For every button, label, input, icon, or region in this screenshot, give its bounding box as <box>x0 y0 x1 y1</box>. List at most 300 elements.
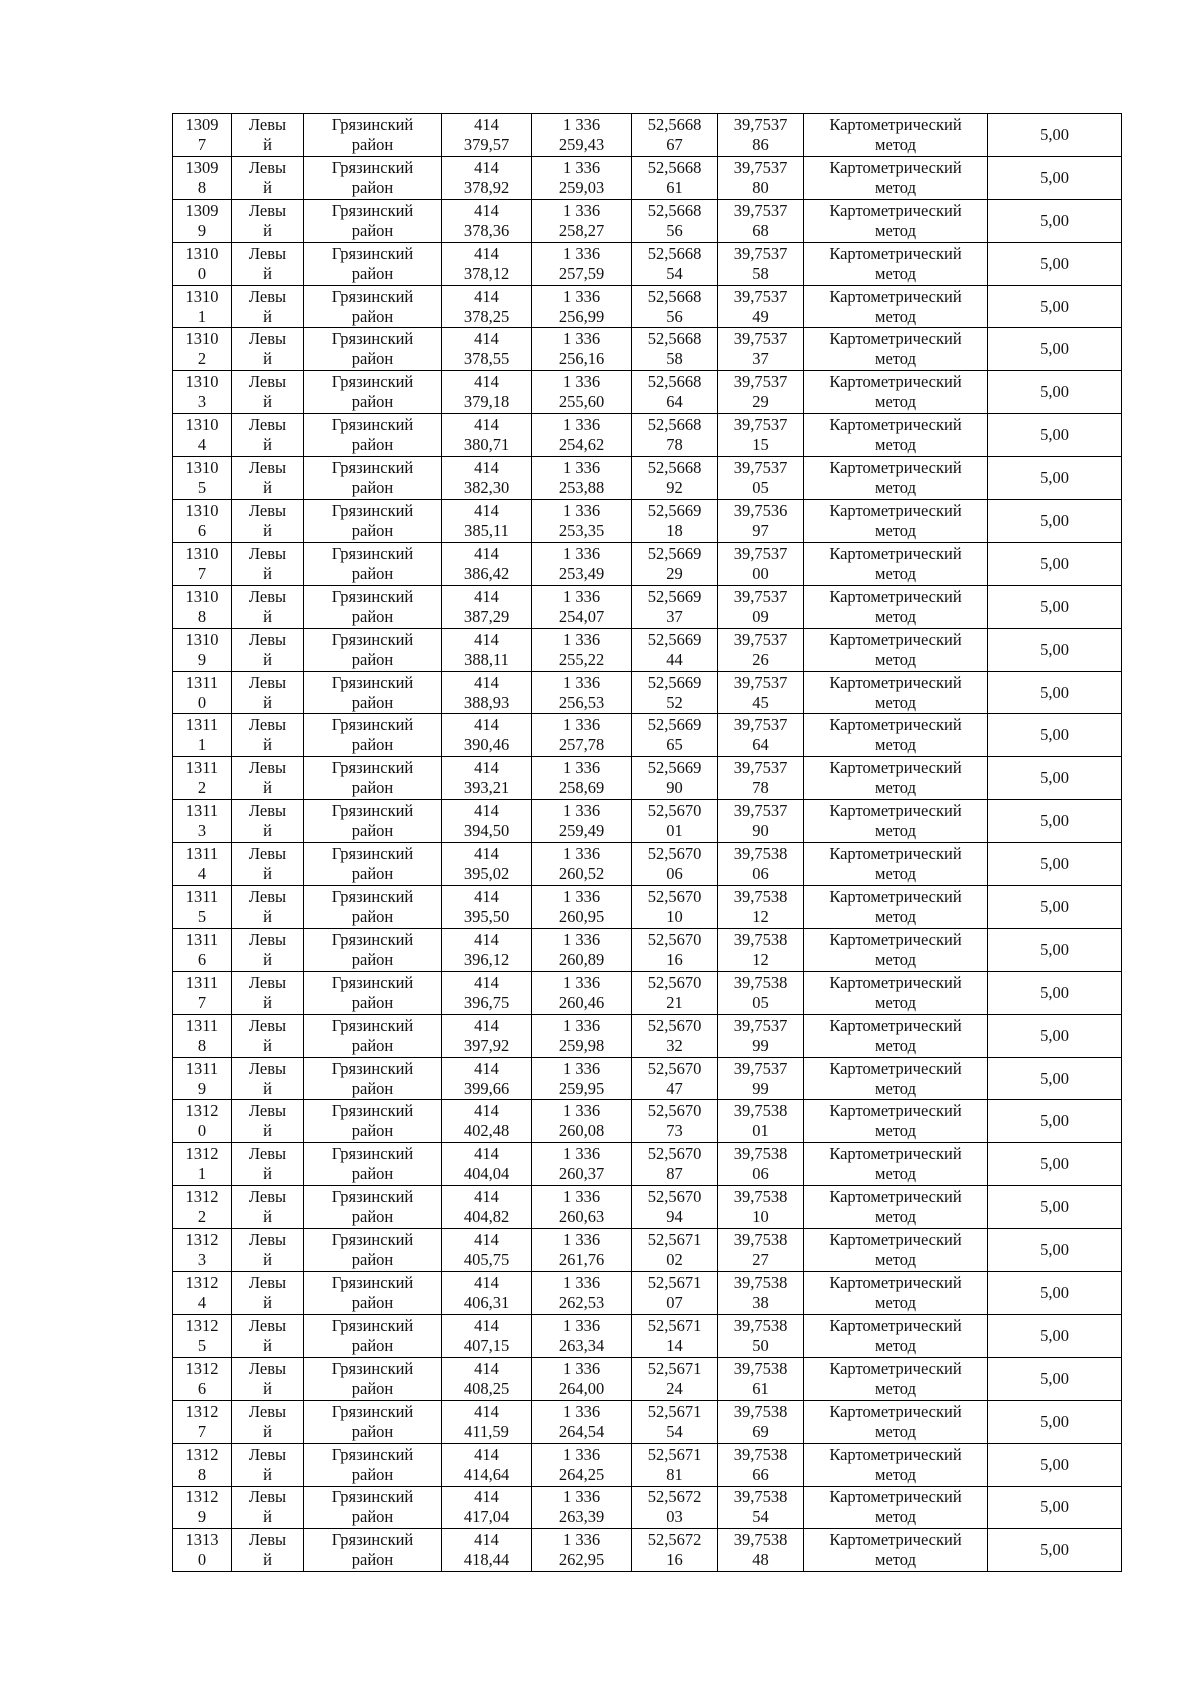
cell-point-number <box>173 156 232 199</box>
cell-coord-x-line: 395,50 <box>463 906 510 926</box>
cell-point-number-line: 0 <box>197 692 207 712</box>
cell-district-line: Грязинский <box>331 801 414 821</box>
cell-coord-y-line: 264,54 <box>558 1421 605 1441</box>
cell-method-line: метод <box>875 1078 916 1098</box>
cell-longitude-line: 39,7538 <box>733 1315 788 1335</box>
cell-point-number <box>173 971 232 1014</box>
table-row <box>173 1314 1122 1357</box>
cell-point-number-line: 1311 <box>185 1015 219 1035</box>
cell-latitude-line: 06 <box>666 864 683 884</box>
cell-method-line: Картометрический <box>829 801 962 821</box>
cell-coord-y-line: 259,03 <box>558 177 605 197</box>
cell-coord-y-line: 1 336 <box>562 929 601 949</box>
cell-side <box>232 628 304 671</box>
cell-method <box>804 800 988 843</box>
cell-latitude-line: 52,5670 <box>647 844 702 864</box>
cell-side-line: й <box>263 1121 272 1141</box>
cell-district-line: район <box>351 1507 394 1527</box>
cell-coord-x <box>442 757 532 800</box>
cell-longitude <box>718 500 804 543</box>
cell-longitude-line: 06 <box>752 1164 769 1184</box>
cell-coord-y <box>532 199 632 242</box>
cell-side-line: Левы <box>248 500 287 520</box>
cell-point-number <box>173 242 232 285</box>
cell-latitude-line: 52,5671 <box>647 1272 702 1292</box>
cell-accuracy: 5,00 <box>988 971 1122 1014</box>
cell-side <box>232 971 304 1014</box>
cell-latitude-line: 58 <box>666 349 683 369</box>
cell-latitude <box>632 671 718 714</box>
cell-latitude <box>632 199 718 242</box>
cell-side <box>232 714 304 757</box>
cell-point-number-line: 1309 <box>185 114 219 134</box>
cell-district-line: Грязинский <box>331 1272 414 1292</box>
cell-point-number-line: 1312 <box>185 1358 219 1378</box>
cell-side <box>232 928 304 971</box>
cell-side-line: й <box>263 821 272 841</box>
cell-latitude-line: 52,5670 <box>647 1101 702 1121</box>
cell-coord-x-line: 386,42 <box>463 563 510 583</box>
cell-method-line: Картометрический <box>829 929 962 949</box>
cell-side <box>232 1186 304 1229</box>
cell-point-number-line: 1311 <box>185 758 219 778</box>
cell-district-line: Грязинский <box>331 1144 414 1164</box>
cell-coord-x-line: 388,11 <box>464 649 509 669</box>
cell-latitude-line: 87 <box>666 1164 683 1184</box>
cell-method-line: Картометрический <box>829 1230 962 1250</box>
cell-side-line: Левы <box>248 1101 287 1121</box>
cell-coord-x-line: 414 <box>474 415 499 435</box>
cell-method <box>804 1057 988 1100</box>
cell-point-number-line: 1311 <box>185 801 219 821</box>
cell-coord-x <box>442 114 532 157</box>
cell-district-line: Грязинский <box>331 715 414 735</box>
cell-latitude-line: 52,5670 <box>647 801 702 821</box>
cell-coord-y <box>532 843 632 886</box>
cell-longitude-line: 48 <box>752 1550 769 1570</box>
cell-accuracy: 5,00 <box>988 757 1122 800</box>
cell-point-number-line: 1310 <box>185 329 219 349</box>
cell-district <box>304 156 442 199</box>
cell-latitude-line: 56 <box>666 306 683 326</box>
cell-coord-x-line: 414 <box>474 715 499 735</box>
cell-district-line: район <box>351 692 394 712</box>
cell-coord-x-line: 399,66 <box>463 1078 510 1098</box>
cell-district-line: Грязинский <box>331 114 414 134</box>
cell-accuracy: 5,00 <box>988 500 1122 543</box>
cell-point-number-line: 1310 <box>185 500 219 520</box>
cell-side <box>232 328 304 371</box>
table-body <box>173 114 1122 1572</box>
cell-coord-y <box>532 1486 632 1529</box>
cell-method-line: метод <box>875 692 916 712</box>
cell-point-number-line: 1312 <box>185 1487 219 1507</box>
cell-point-number <box>173 886 232 929</box>
cell-district <box>304 585 442 628</box>
cell-point-number-line: 4 <box>197 864 207 884</box>
cell-coord-y-line: 1 336 <box>562 1015 601 1035</box>
cell-coord-y <box>532 371 632 414</box>
cell-point-number <box>173 542 232 585</box>
cell-coord-x-line: 406,31 <box>463 1292 510 1312</box>
cell-latitude <box>632 714 718 757</box>
table-row <box>173 757 1122 800</box>
cell-coord-x-line: 382,30 <box>463 478 510 498</box>
cell-coord-x-line: 414 <box>474 1444 499 1464</box>
cell-side-line: Левы <box>248 801 287 821</box>
cell-district-line: район <box>351 520 394 540</box>
cell-district-line: район <box>351 1207 394 1227</box>
cell-coord-x <box>442 1100 532 1143</box>
cell-latitude-line: 52,5672 <box>647 1530 702 1550</box>
cell-latitude-line: 52,5670 <box>647 1015 702 1035</box>
cell-longitude <box>718 886 804 929</box>
cell-coord-y <box>532 242 632 285</box>
cell-latitude-line: 52,5672 <box>647 1487 702 1507</box>
cell-coord-y <box>532 457 632 500</box>
cell-longitude-line: 58 <box>752 263 769 283</box>
cell-accuracy: 5,00 <box>988 1057 1122 1100</box>
cell-point-number-line: 1312 <box>185 1144 219 1164</box>
cell-side-line: й <box>263 1378 272 1398</box>
cell-district <box>304 1272 442 1315</box>
cell-point-number-line: 1310 <box>185 415 219 435</box>
cell-longitude-line: 54 <box>752 1507 769 1527</box>
cell-point-number-line: 1312 <box>185 1444 219 1464</box>
cell-coord-x-line: 387,29 <box>463 606 510 626</box>
cell-latitude-line: 52,5668 <box>647 114 702 134</box>
cell-coord-x-line: 397,92 <box>463 1035 510 1055</box>
cell-coord-y-line: 1 336 <box>562 157 601 177</box>
cell-accuracy: 5,00 <box>988 1443 1122 1486</box>
cell-latitude-line: 52,5668 <box>647 415 702 435</box>
cell-point-number <box>173 714 232 757</box>
cell-method-line: метод <box>875 220 916 240</box>
cell-coord-x-line: 414 <box>474 586 499 606</box>
cell-longitude-line: 39,7537 <box>733 157 788 177</box>
cell-longitude-line: 39,7538 <box>733 1101 788 1121</box>
cell-side-line: й <box>263 949 272 969</box>
cell-side-line: й <box>263 692 272 712</box>
cell-district-line: район <box>351 821 394 841</box>
cell-side <box>232 671 304 714</box>
cell-side-line: й <box>263 1164 272 1184</box>
cell-point-number-line: 1310 <box>185 586 219 606</box>
cell-coord-y-line: 1 336 <box>562 329 601 349</box>
cell-point-number-line: 1310 <box>185 543 219 563</box>
cell-coord-y-line: 256,53 <box>558 692 605 712</box>
cell-longitude-line: 80 <box>752 177 769 197</box>
cell-longitude <box>718 199 804 242</box>
cell-side-line: й <box>263 735 272 755</box>
cell-latitude <box>632 1400 718 1443</box>
cell-district-line: район <box>351 306 394 326</box>
cell-accuracy: 5,00 <box>988 156 1122 199</box>
cell-longitude <box>718 457 804 500</box>
cell-side-line: й <box>263 992 272 1012</box>
cell-district-line: район <box>351 1121 394 1141</box>
cell-district-line: Грязинский <box>331 243 414 263</box>
cell-side-line: й <box>263 478 272 498</box>
cell-point-number <box>173 1400 232 1443</box>
table-row <box>173 1400 1122 1443</box>
cell-side <box>232 757 304 800</box>
cell-district-line: Грязинский <box>331 672 414 692</box>
cell-longitude <box>718 800 804 843</box>
cell-district <box>304 1057 442 1100</box>
cell-method <box>804 714 988 757</box>
cell-method-line: Картометрический <box>829 629 962 649</box>
cell-method <box>804 757 988 800</box>
cell-district <box>304 114 442 157</box>
cell-coord-y-line: 264,00 <box>558 1378 605 1398</box>
cell-method-line: Картометрический <box>829 200 962 220</box>
cell-latitude-line: 16 <box>666 949 683 969</box>
cell-accuracy: 5,00 <box>988 886 1122 929</box>
cell-latitude-line: 37 <box>666 606 683 626</box>
cell-coord-x-line: 404,04 <box>463 1164 510 1184</box>
cell-method <box>804 971 988 1014</box>
cell-district <box>304 457 442 500</box>
cell-side <box>232 457 304 500</box>
cell-method-line: Картометрический <box>829 1015 962 1035</box>
cell-longitude-line: 39,7538 <box>733 1487 788 1507</box>
cell-coord-y-line: 1 336 <box>562 1101 601 1121</box>
cell-district-line: Грязинский <box>331 543 414 563</box>
cell-coord-x-line: 414 <box>474 886 499 906</box>
cell-coord-x <box>442 1443 532 1486</box>
cell-point-number-line: 2 <box>197 778 207 798</box>
cell-coord-x-line: 385,11 <box>464 520 509 540</box>
cell-district-line: район <box>351 392 394 412</box>
cell-latitude <box>632 928 718 971</box>
cell-method-line: метод <box>875 906 916 926</box>
cell-latitude-line: 03 <box>666 1507 683 1527</box>
cell-accuracy: 5,00 <box>988 800 1122 843</box>
cell-district-line: район <box>351 735 394 755</box>
cell-district-line: район <box>351 1250 394 1270</box>
cell-latitude-line: 47 <box>666 1078 683 1098</box>
cell-method-line: метод <box>875 134 916 154</box>
cell-longitude-line: 39,7537 <box>733 801 788 821</box>
cell-district <box>304 1400 442 1443</box>
cell-district-line: Грязинский <box>331 157 414 177</box>
cell-accuracy: 5,00 <box>988 1100 1122 1143</box>
cell-accuracy: 5,00 <box>988 1229 1122 1272</box>
cell-side-line: Левы <box>248 157 287 177</box>
cell-accuracy: 5,00 <box>988 542 1122 585</box>
table-row <box>173 1443 1122 1486</box>
cell-side-line: Левы <box>248 114 287 134</box>
cell-side <box>232 1314 304 1357</box>
cell-side-line: Левы <box>248 458 287 478</box>
cell-latitude-line: 52,5671 <box>647 1444 702 1464</box>
cell-point-number-line: 6 <box>197 949 207 969</box>
cell-longitude-line: 99 <box>752 1035 769 1055</box>
cell-longitude <box>718 1314 804 1357</box>
cell-point-number <box>173 1272 232 1315</box>
cell-side-line: й <box>263 864 272 884</box>
cell-longitude <box>718 1357 804 1400</box>
cell-coord-y-line: 262,53 <box>558 1292 605 1312</box>
cell-district-line: Грязинский <box>331 1358 414 1378</box>
cell-method-line: Картометрический <box>829 1487 962 1507</box>
cell-coord-x <box>442 928 532 971</box>
cell-district-line: район <box>351 1335 394 1355</box>
cell-longitude-line: 26 <box>752 649 769 669</box>
cell-point-number-line: 1312 <box>185 1101 219 1121</box>
cell-method-line: Картометрический <box>829 543 962 563</box>
cell-longitude-line: 39,7538 <box>733 886 788 906</box>
cell-coord-y <box>532 328 632 371</box>
cell-coord-y-line: 1 336 <box>562 715 601 735</box>
cell-district-line: Грязинский <box>331 629 414 649</box>
cell-method-line: Картометрический <box>829 1401 962 1421</box>
cell-district <box>304 671 442 714</box>
cell-district <box>304 414 442 457</box>
cell-coord-y <box>532 1229 632 1272</box>
cell-district-line: Грязинский <box>331 1015 414 1035</box>
cell-coord-y <box>532 628 632 671</box>
cell-coord-x <box>442 199 532 242</box>
table-row <box>173 1357 1122 1400</box>
cell-latitude-line: 52,5671 <box>647 1230 702 1250</box>
cell-method-line: Картометрический <box>829 886 962 906</box>
cell-coord-y <box>532 1272 632 1315</box>
cell-longitude-line: 05 <box>752 478 769 498</box>
cell-side <box>232 114 304 157</box>
cell-district-line: район <box>351 134 394 154</box>
cell-longitude <box>718 1229 804 1272</box>
cell-coord-x <box>442 585 532 628</box>
cell-side-line: Левы <box>248 1015 287 1035</box>
cell-district-line: Грязинский <box>331 758 414 778</box>
cell-coord-x <box>442 971 532 1014</box>
cell-latitude <box>632 1486 718 1529</box>
cell-coord-x <box>442 1057 532 1100</box>
cell-coord-y <box>532 1314 632 1357</box>
cell-district-line: район <box>351 220 394 240</box>
cell-coord-y-line: 1 336 <box>562 844 601 864</box>
cell-side-line: й <box>263 349 272 369</box>
cell-point-number-line: 1311 <box>185 929 219 949</box>
cell-method <box>804 542 988 585</box>
cell-district-line: район <box>351 435 394 455</box>
cell-method <box>804 1186 988 1229</box>
cell-side-line: Левы <box>248 543 287 563</box>
cell-coord-x <box>442 414 532 457</box>
cell-coord-x-line: 414 <box>474 372 499 392</box>
cell-latitude-line: 52,5669 <box>647 629 702 649</box>
cell-coord-y-line: 1 336 <box>562 1401 601 1421</box>
cell-district <box>304 199 442 242</box>
cell-coord-y-line: 257,59 <box>558 263 605 283</box>
cell-coord-y-line: 1 336 <box>562 629 601 649</box>
cell-side-line: Левы <box>248 929 287 949</box>
cell-method <box>804 500 988 543</box>
cell-longitude <box>718 156 804 199</box>
cell-district-line: Грязинский <box>331 844 414 864</box>
cell-coord-y-line: 259,95 <box>558 1078 605 1098</box>
cell-coord-y <box>532 585 632 628</box>
cell-coord-y-line: 1 336 <box>562 672 601 692</box>
cell-point-number-line: 1309 <box>185 157 219 177</box>
cell-point-number <box>173 1186 232 1229</box>
cell-method <box>804 1486 988 1529</box>
cell-accuracy: 5,00 <box>988 1400 1122 1443</box>
cell-district <box>304 628 442 671</box>
cell-coord-x-line: 414 <box>474 1101 499 1121</box>
cell-district-line: район <box>351 177 394 197</box>
cell-coord-y <box>532 671 632 714</box>
cell-longitude-line: 39,7537 <box>733 458 788 478</box>
cell-side <box>232 242 304 285</box>
cell-coord-x <box>442 628 532 671</box>
cell-point-number-line: 3 <box>197 392 207 412</box>
cell-longitude-line: 39,7537 <box>733 114 788 134</box>
cell-point-number <box>173 457 232 500</box>
cell-point-number-line: 8 <box>197 606 207 626</box>
cell-point-number-line: 9 <box>197 649 207 669</box>
table-row <box>173 371 1122 414</box>
cell-point-number-line: 3 <box>197 1250 207 1270</box>
cell-method <box>804 285 988 328</box>
cell-coord-x-line: 414 <box>474 157 499 177</box>
cell-method <box>804 1314 988 1357</box>
cell-coord-y-line: 1 336 <box>562 243 601 263</box>
cell-district-line: район <box>351 263 394 283</box>
cell-coord-y-line: 1 336 <box>562 758 601 778</box>
cell-method-line: метод <box>875 1035 916 1055</box>
cell-longitude-line: 39,7537 <box>733 1015 788 1035</box>
cell-side-line: й <box>263 392 272 412</box>
cell-side <box>232 886 304 929</box>
cell-point-number-line: 9 <box>197 1507 207 1527</box>
cell-longitude <box>718 1400 804 1443</box>
cell-district-line: Грязинский <box>331 458 414 478</box>
cell-coord-x-line: 414 <box>474 329 499 349</box>
cell-longitude-line: 10 <box>752 1207 769 1227</box>
cell-method-line: Картометрический <box>829 844 962 864</box>
cell-district-line: Грязинский <box>331 329 414 349</box>
cell-coord-x <box>442 886 532 929</box>
cell-coord-x-line: 414 <box>474 801 499 821</box>
cell-coord-x <box>442 457 532 500</box>
cell-latitude-line: 56 <box>666 220 683 240</box>
cell-longitude <box>718 671 804 714</box>
cell-method-line: метод <box>875 949 916 969</box>
cell-longitude-line: 64 <box>752 735 769 755</box>
cell-latitude-line: 73 <box>666 1121 683 1141</box>
cell-longitude-line: 05 <box>752 992 769 1012</box>
cell-longitude-line: 39,7537 <box>733 329 788 349</box>
cell-point-number-line: 8 <box>197 177 207 197</box>
cell-coord-x-line: 390,46 <box>463 735 510 755</box>
table-row <box>173 1486 1122 1529</box>
cell-method-line: Картометрический <box>829 114 962 134</box>
table-row <box>173 1186 1122 1229</box>
cell-district <box>304 500 442 543</box>
cell-coord-x <box>442 1186 532 1229</box>
cell-side-line: Левы <box>248 1444 287 1464</box>
cell-district-line: район <box>351 1421 394 1441</box>
cell-coord-x-line: 414 <box>474 1187 499 1207</box>
cell-coord-x-line: 414 <box>474 629 499 649</box>
cell-latitude-line: 02 <box>666 1250 683 1270</box>
cell-longitude-line: 00 <box>752 563 769 583</box>
cell-longitude-line: 12 <box>752 906 769 926</box>
table-row <box>173 843 1122 886</box>
